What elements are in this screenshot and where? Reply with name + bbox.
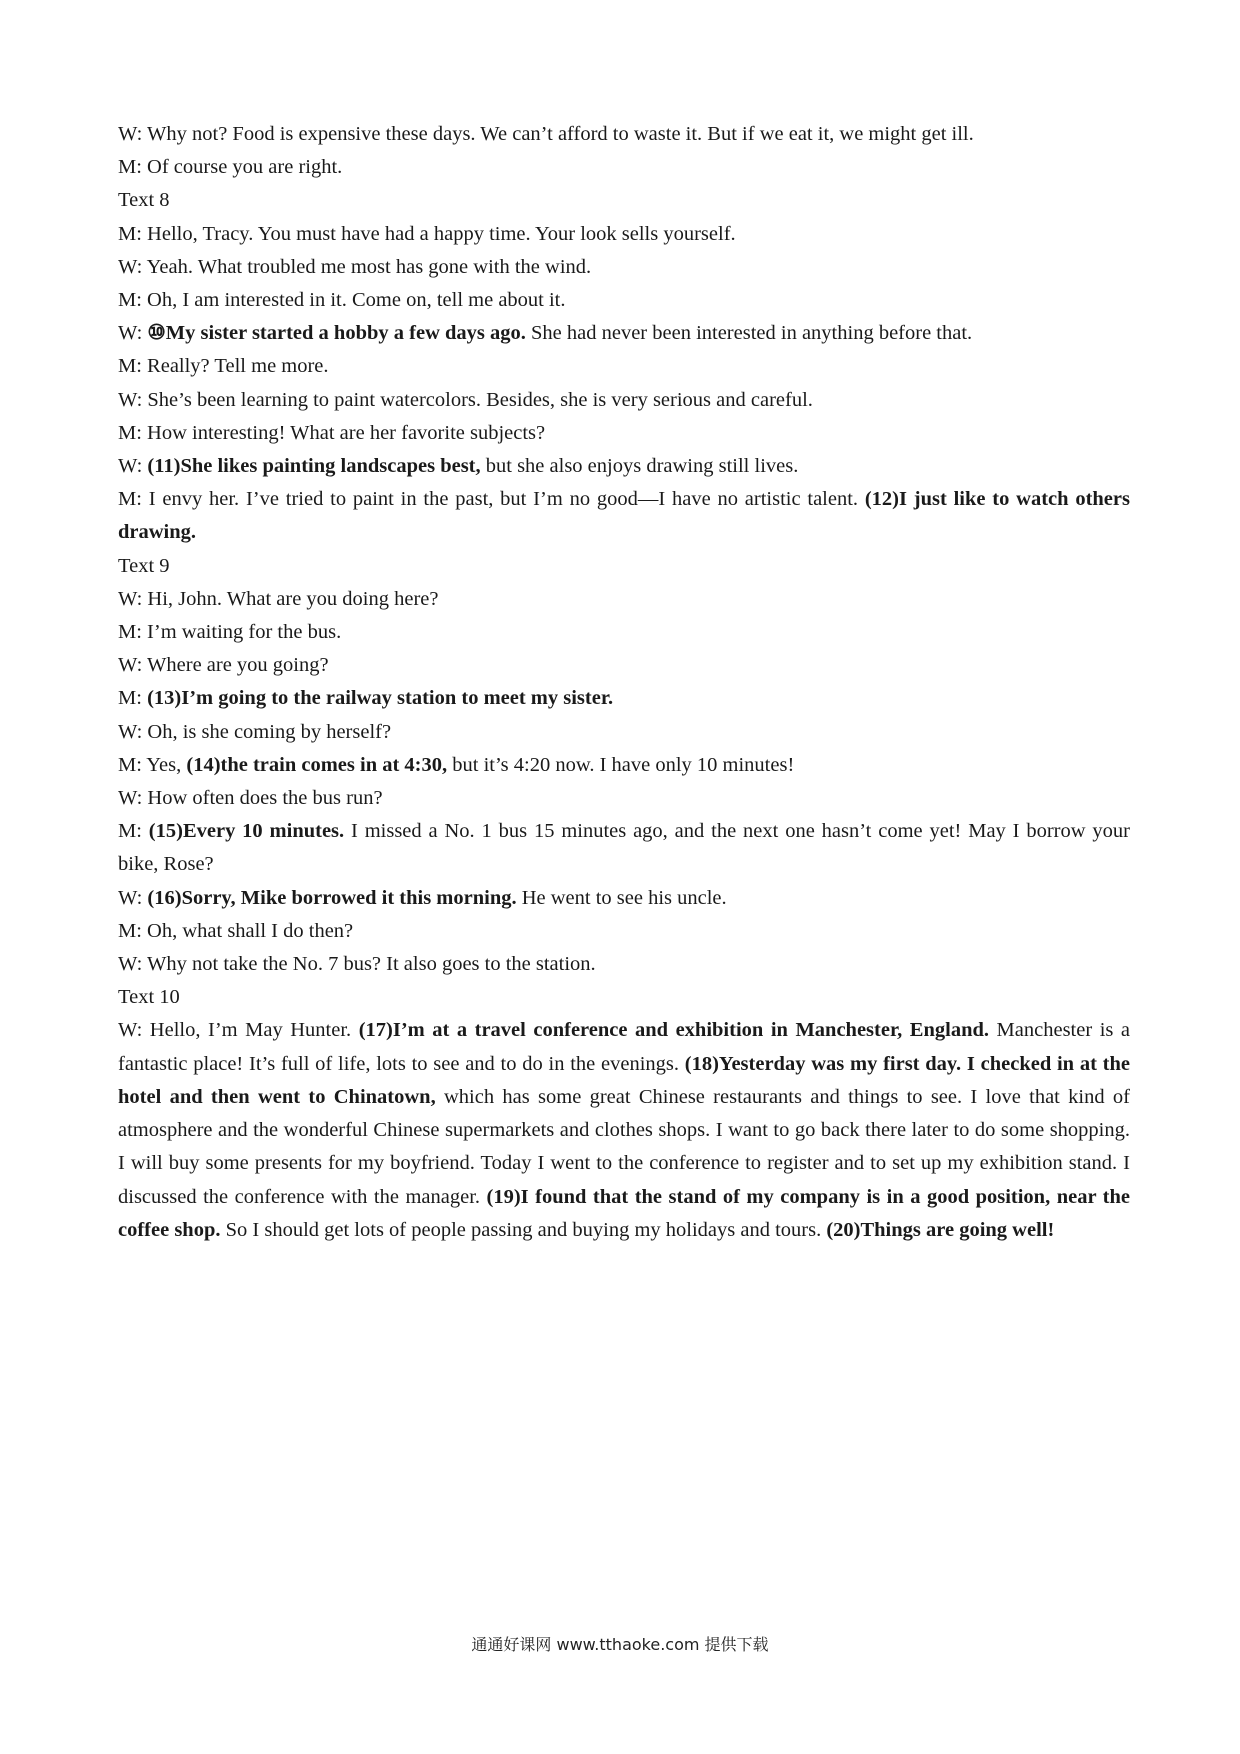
- answer-highlight: (12)I just like to watch others drawing.: [118, 488, 1130, 544]
- text-segment: M: Hello, Tracy. You must have had a happy time. Your look sells yourself.: [118, 222, 736, 245]
- text-segment: W: How often does the bus run?: [118, 787, 383, 810]
- text-segment: but she also enjoys drawing still lives.: [480, 455, 799, 478]
- transcript-line: [118, 716, 1130, 749]
- page-footer: 通通好课网 www.tthaoke.com 提供下载: [471, 1635, 769, 1654]
- answer-highlight: (20)Things are going well!: [826, 1218, 1055, 1241]
- answer-highlight: (19)I found that the stand of my company is in a good position, near the coffee shop.: [118, 1185, 1130, 1241]
- text-segment: W: Yeah. What troubled me most has gone with the wind.: [118, 255, 592, 278]
- transcript-line: [118, 151, 1130, 184]
- text-segment: W: Hello, I’m May Hunter.: [118, 1019, 359, 1042]
- text-segment: M: Oh, what shall I do then?: [118, 919, 354, 942]
- transcript-line: [118, 583, 1130, 616]
- text-segment: W:: [118, 322, 148, 345]
- text-segment: M:: [118, 820, 149, 843]
- transcript-paragraph: [118, 815, 1130, 881]
- text-segment: He went to see his uncle.: [516, 886, 727, 909]
- answer-highlight: (14)the train comes in at 4:30,: [186, 753, 448, 776]
- text-segment: M: Really? Tell me more.: [118, 355, 329, 378]
- transcript-line: [118, 284, 1130, 317]
- answer-highlight: (18)Yesterday was my first day. I checked in at the hotel and then went to Chinatown,: [118, 1052, 1130, 1108]
- text-segment: W: She’s been learning to paint watercolors. Besides, she is very serious and careful.: [118, 388, 813, 411]
- transcript-line: [118, 118, 1130, 151]
- transcript-line: [118, 948, 1130, 981]
- transcript-line: [118, 550, 1130, 583]
- transcript-line: [118, 981, 1130, 1014]
- text-segment: Text 8: [118, 189, 170, 212]
- transcript-line: [118, 782, 1130, 815]
- text-segment: W: Where are you going?: [118, 654, 329, 677]
- transcript-line: [118, 251, 1130, 284]
- text-segment: I missed a No. 1 bus 15 minutes ago, and the next one hasn’t come yet! May I borrow your bike, Rose?: [118, 820, 1130, 876]
- answer-highlight: (15)Every 10 minutes.: [148, 820, 345, 843]
- transcript-line: [118, 450, 1130, 483]
- transcript-line: [118, 350, 1130, 383]
- text-segment: M: I’m waiting for the bus.: [118, 621, 342, 644]
- text-segment: W:: [118, 886, 148, 909]
- transcript-line: [118, 184, 1130, 217]
- answer-highlight: ⑩My sister started a hobby a few days ago.: [147, 322, 526, 345]
- text-segment: Manchester is a fantastic place! It’s full of life, lots to see and to do in the evenings.: [118, 1019, 1130, 1075]
- text-segment: M:: [118, 687, 148, 710]
- transcript-line: [118, 616, 1130, 649]
- text-segment: but it’s 4:20 now. I have only 10 minutes!: [447, 753, 795, 776]
- text-segment: W: Hi, John. What are you doing here?: [118, 587, 439, 610]
- text-segment: M: How interesting! What are her favorite subjects?: [118, 421, 546, 444]
- text-segment: M: Oh, I am interested in it. Come on, tell me about it.: [118, 289, 566, 312]
- text-segment: W: Why not? Food is expensive these days. We can’t afford to waste it. But if we eat it, we might get ill.: [118, 123, 974, 145]
- text-segment: M: Yes,: [118, 753, 187, 776]
- text-segment: W: Why not take the No. 7 bus? It also goes to the station.: [118, 953, 596, 976]
- transcript-line: [118, 218, 1130, 251]
- answer-highlight: (11)She likes painting landscapes best,: [147, 455, 481, 478]
- text-segment: which has some great Chinese restaurants and things to see. I love that kind of atmosphere and the wonderful Chinese supermarkets and clothes shops. I want to go back there later to do some shopping. I will buy some presents for my boyfriend. Today I went to the conference to register and to set up my exhibition stand. I discussed the conference with the manager.: [118, 1085, 1130, 1208]
- transcript-line: [118, 649, 1130, 682]
- transcript-line: [118, 384, 1130, 417]
- transcript-line: [118, 417, 1130, 450]
- answer-highlight: (16)Sorry, Mike borrowed it this morning.: [147, 886, 517, 909]
- text-segment: W: Oh, is she coming by herself?: [118, 720, 392, 743]
- text-segment: She had never been interested in anything before that.: [525, 322, 973, 345]
- answer-highlight: (17)I’m at a travel conference and exhibition in Manchester, England.: [358, 1019, 990, 1042]
- transcript-line: [118, 915, 1130, 948]
- document-body: [118, 118, 1130, 1247]
- text-segment: W:: [118, 455, 148, 478]
- transcript-line: [118, 749, 1130, 782]
- transcript-line: [118, 882, 1130, 915]
- text-segment: Text 10: [118, 986, 180, 1009]
- text-segment: M: Of course you are right.: [118, 156, 343, 179]
- transcript-line: [118, 317, 1130, 350]
- transcript-line: [118, 682, 1130, 715]
- text-segment: Text 9: [118, 554, 170, 577]
- text-segment: So I should get lots of people passing and buying my holidays and tours.: [220, 1218, 827, 1241]
- text-segment: M: I envy her. I’ve tried to paint in the past, but I’m no good—I have no artistic talent.: [118, 488, 865, 511]
- transcript-paragraph: [118, 1014, 1130, 1246]
- answer-highlight: (13)I’m going to the railway station to meet my sister.: [147, 687, 614, 710]
- transcript-paragraph: [118, 483, 1130, 549]
